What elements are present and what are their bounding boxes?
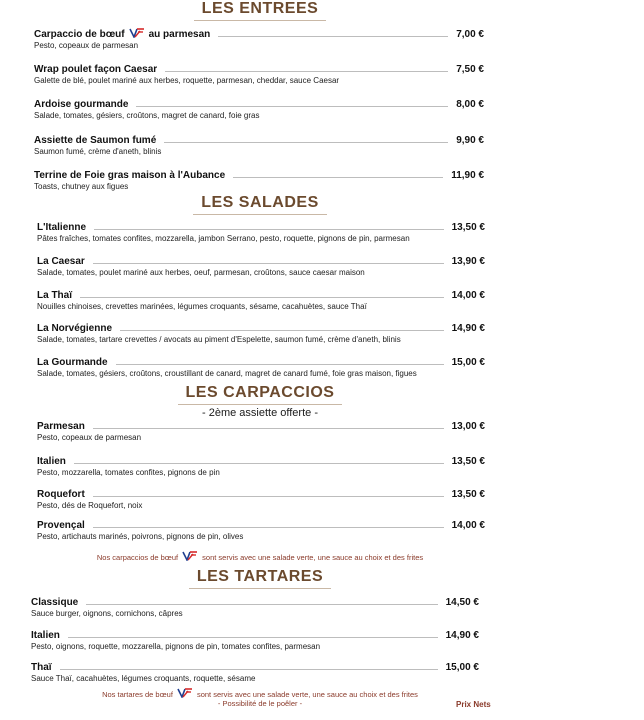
vbf-flag-icon: [182, 551, 198, 561]
item-name: L'Italienne: [37, 222, 87, 233]
item-description: Pesto, copeaux de parmesan: [34, 41, 139, 50]
menu-item: [37, 418, 485, 446]
item-price: 14,00 €: [451, 290, 485, 301]
item-description: Saumon fumé, crème d'aneth, blinis: [34, 147, 162, 156]
menu-item: [37, 453, 485, 481]
item-name: La Norvégienne: [37, 323, 113, 334]
item-name: La Thaï: [37, 290, 73, 301]
dot-leader: [60, 668, 438, 670]
item-name: Provençal: [37, 520, 85, 531]
item-price: 14,00 €: [451, 520, 485, 531]
item-price: 9,90 €: [456, 135, 484, 146]
item-price: 13,00 €: [451, 421, 485, 432]
dot-leader: [93, 526, 444, 528]
menu-item: [37, 354, 485, 382]
item-price: 8,00 €: [456, 99, 484, 110]
item-price: 7,50 €: [456, 64, 484, 75]
item-name: Ardoise gourmande: [34, 99, 129, 110]
menu-item: [34, 96, 484, 124]
menu-item: [31, 594, 479, 622]
item-price: 13,90 €: [451, 256, 485, 267]
dot-leader: [93, 262, 444, 264]
item-description: Pesto, mozzarella, tomates confites, pignons de pin: [37, 468, 220, 477]
item-price: 13,50 €: [451, 456, 485, 467]
item-name: Roquefort: [37, 489, 85, 500]
item-description: Pesto, oignons, roquette, mozzarella, pignons de pin, tomates confites, parmesan: [31, 642, 321, 651]
menu-item: [37, 219, 485, 247]
item-description: Salade, tomates, gésiers, croûtons, croustillant de canard, magret de canard fumé, foie gras maison, figues: [37, 369, 417, 378]
menu-item: [37, 253, 485, 281]
item-name: Thaï: [31, 662, 52, 673]
vbf-flag-icon: [177, 688, 193, 698]
menu-item: [37, 517, 485, 545]
menu-item: [34, 167, 484, 195]
dot-leader: [80, 296, 444, 298]
item-price: 11,90 €: [451, 170, 484, 181]
section-subtitle: - 2ème assiette offerte -: [202, 407, 318, 419]
item-name: Italien: [37, 456, 66, 467]
item-description: Pesto, copeaux de parmesan: [37, 433, 142, 442]
item-description: Galette de blé, poulet mariné aux herbes, roquette, parmesan, cheddar, sauce Caesar: [34, 76, 340, 85]
dot-leader: [218, 35, 448, 37]
item-price: 15,00 €: [451, 357, 485, 368]
item-name: Parmesan: [37, 421, 85, 432]
vbf-flag-icon: [129, 28, 145, 38]
item-name: Italien: [31, 630, 60, 641]
prix-nets-label: Prix Nets: [456, 700, 491, 709]
dot-leader: [116, 363, 444, 365]
item-description: Nouilles chinoises, crevettes marinées, légumes croquants, sésame, cacahuètes, sauce Thaï: [37, 302, 367, 311]
menu-item: [34, 26, 484, 54]
carpaccio-note: Nos carpaccios de bœuf sont servis avec une salade verte, une sauce au choix et des frites: [96, 553, 424, 562]
item-name: Carpaccio de bœuf au parmesan: [34, 29, 211, 40]
item-description: Sauce burger, oignons, cornichons, câpres: [31, 609, 183, 618]
menu-item: [37, 287, 485, 315]
item-price: 14,90 €: [445, 630, 479, 641]
menu-item: [37, 320, 485, 348]
dot-leader: [93, 427, 444, 429]
dot-leader: [136, 105, 448, 107]
item-price: 14,90 €: [451, 323, 485, 334]
item-description: Pâtes fraîches, tomates confites, mozzarella, jambon Serrano, pesto, roquette, pignons de pin, parmesan: [37, 234, 410, 243]
dot-leader: [74, 462, 444, 464]
item-description: Pesto, dés de Roquefort, noix: [37, 501, 143, 510]
tartare-note: Nos tartares de bœuf sont servis avec une salade verte, une sauce au choix et des frites: [102, 690, 418, 699]
section-title-carpaccios: LES CARPACCIOS: [0, 384, 520, 405]
menu-item: [34, 61, 484, 89]
section-title-tartares: LES TARTARES: [0, 568, 520, 589]
item-description: Sauce Thaï, cacahuètes, légumes croquants, roquette, sésame: [31, 674, 256, 683]
item-price: 13,50 €: [451, 222, 485, 233]
item-name: Classique: [31, 597, 79, 608]
item-name: La Gourmande: [37, 357, 108, 368]
dot-leader: [93, 495, 444, 497]
item-name: Assiette de Saumon fumé: [34, 135, 157, 146]
item-price: 15,00 €: [445, 662, 479, 673]
item-description: Salade, tomates, gésiers, croûtons, magret de canard, foie gras: [34, 111, 260, 120]
item-description: Salade, tomates, poulet mariné aux herbes, oeuf, parmesan, croûtons, sauce caesar maison: [37, 268, 365, 277]
dot-leader: [94, 228, 444, 230]
item-price: 14,50 €: [445, 597, 479, 608]
section-title-entrees: LES ENTREES: [0, 0, 520, 21]
dot-leader: [120, 329, 444, 331]
item-description: Salade, tomates, tartare crevettes / avocats au piment d'Espelette, saumon fumé, crème d'aneth, blinis: [37, 335, 401, 344]
dot-leader: [164, 141, 448, 143]
dot-leader: [86, 603, 437, 605]
dot-leader: [233, 176, 443, 178]
section-title-salades: LES SALADES: [0, 194, 520, 215]
item-description: Toasts, chutney aux figues: [34, 182, 129, 191]
dot-leader: [165, 70, 448, 72]
menu-item: [37, 486, 485, 514]
item-name: Terrine de Foie gras maison à l'Aubance: [34, 170, 226, 181]
item-price: 13,50 €: [451, 489, 485, 500]
menu-item: [34, 132, 484, 160]
item-description: Pesto, artichauts marinés, poivrons, pignons de pin, olives: [37, 532, 244, 541]
item-name: Wrap poulet façon Caesar: [34, 64, 158, 75]
dot-leader: [68, 636, 438, 638]
item-price: 7,00 €: [456, 29, 484, 40]
tartare-note-poeler: - Possibilité de le poêler -: [217, 699, 303, 708]
menu-item: [31, 627, 479, 655]
item-name: La Caesar: [37, 256, 85, 267]
menu-item: [31, 659, 479, 687]
